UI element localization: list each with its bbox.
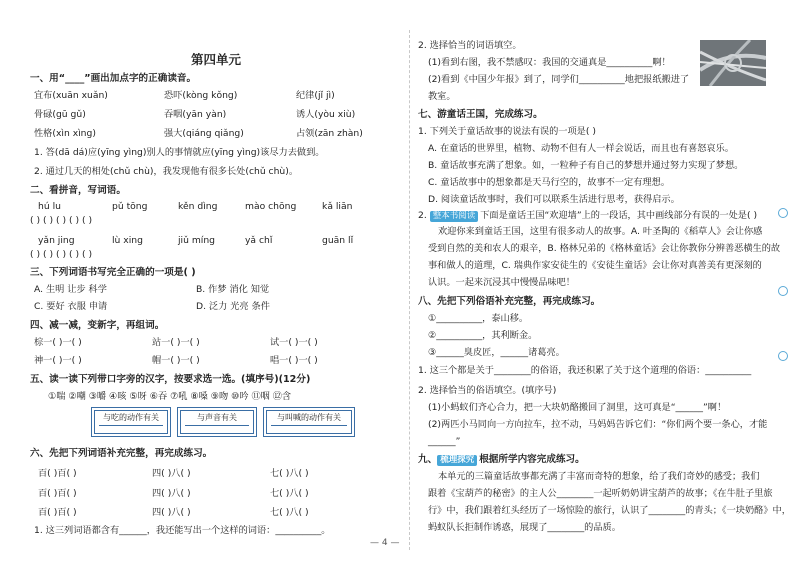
pinyin-10: guān lǐ bbox=[322, 235, 354, 246]
s7-question-1: 1. 下列关于童话故事的说法有误的一项是( ) bbox=[418, 126, 596, 137]
s3-option-c: C. 要好 衣服 申请 bbox=[34, 301, 108, 312]
s6-row2-a: 百( )百( ) bbox=[38, 488, 77, 499]
s1-row1-a: 宜布(xuān xuǎn) bbox=[34, 90, 108, 101]
s5-sort-boxes bbox=[94, 410, 352, 434]
pinyin-8: jiǔ míng bbox=[178, 235, 216, 246]
s1-row3-a: 性格(xìn xìng) bbox=[34, 128, 96, 139]
margin-marker-icon bbox=[778, 286, 788, 296]
s6-question-1: 1. 这三列词语都含有______，我还能写出一个这样的词语：__________。 bbox=[34, 525, 331, 536]
sort-box-shouting[interactable]: 与叫喊的动作有关 bbox=[266, 410, 352, 434]
s7-question-2-text: 下面是童话王国“欢迎墙”上的一段话，其中画线部分有误的一处是( ) bbox=[480, 210, 758, 221]
section-7-heading: 七、游童话王国，完成练习。 bbox=[418, 109, 543, 120]
sort-box-sound[interactable]: 与声音有关 bbox=[180, 410, 254, 434]
section-5-heading: 五、读一读下列带口字旁的汉字，按要求选一选。(填序号)(12分) bbox=[30, 374, 311, 385]
pinyin-3: kěn dìng bbox=[178, 201, 218, 212]
page-number: — 4 — bbox=[370, 538, 400, 548]
pinyin-5: kǎ liān bbox=[322, 201, 353, 212]
s9-para-line-3: 行》中，我们跟着红头经历了一场惊险的旅行，认识了________的青头；《一块奶酪》中， bbox=[428, 505, 791, 516]
s6-row1-b: 四( )八( ) bbox=[152, 468, 191, 479]
pinyin-9: yǎ chǐ bbox=[245, 235, 273, 246]
section-4-heading: 四、减一减，变新字，再组词。 bbox=[30, 320, 165, 331]
pinyin-2: pǔ tōng bbox=[112, 201, 148, 212]
s1-question-2: 2. 通过几天的相处(chǔ chù)，我发现他有很多长处(chǔ chù)。 bbox=[34, 166, 299, 177]
s8-question-2-1: (1)小蚂蚁们齐心合力，把一大块奶酪搬回了洞里，这可真是“______”啊！ bbox=[428, 402, 727, 413]
s7-para-line-4: 认识。一起来沉浸其中慢慢品味吧！ bbox=[428, 277, 575, 288]
s1-row3-c: 占领(zān zhàn) bbox=[296, 128, 363, 139]
s3-option-d: D. 泛力 光亮 条件 bbox=[196, 301, 270, 312]
section-3-heading: 三、下列词语书写完全正确的一项是( ) bbox=[30, 267, 196, 278]
s7-option-c: C. 童话故事中的想象都是天马行空的，故事不一定有理想。 bbox=[428, 177, 670, 188]
s6-row3-a: 百( )百( ) bbox=[38, 507, 77, 518]
s7-option-b: B. 童话故事充满了想象。如，一粒种子有自己的梦想并通过努力实现了梦想。 bbox=[428, 160, 744, 171]
s9-para-line-1: 本单元的三篇童话故事都充满了丰富而奇特的想象，给了我们奇妙的感受；我们 bbox=[438, 471, 760, 482]
s6-row2-c: 七( )八( ) bbox=[270, 488, 309, 499]
s1-question-1: 1. 答(dā dá)应(yīng yìng)别人的事情就应(yīng yìng)该尽力去做到。 bbox=[34, 147, 325, 158]
s8-question-2-2: (2)两匹小马同向一方向拉车，拉不动，马妈妈告诉它们：“你们两个要一条心，才能 bbox=[428, 419, 768, 430]
section-8-heading: 八、先把下列俗语补充完整，再完成练习。 bbox=[418, 296, 601, 307]
s4-row2-a: 神一( )一( ) bbox=[34, 355, 82, 366]
highway-interchange-image bbox=[700, 40, 766, 86]
pinyin-4: mào chōng bbox=[245, 201, 297, 212]
r-question-2: 2. 选择恰当的词语填空。 bbox=[418, 40, 522, 51]
s4-row1-a: 棕一( )一( ) bbox=[34, 337, 82, 348]
s7-para-line-1: 欢迎你来到童话王国，这里有很多动人的故事。A. 叶圣陶的《稻草人》会让你感 bbox=[438, 226, 763, 237]
s7-option-d: D. 阅读童话故事时，我们可以联系生活进行思考，获得启示。 bbox=[428, 194, 680, 205]
s6-row3-c: 七( )八( ) bbox=[270, 507, 309, 518]
column-divider bbox=[409, 30, 410, 550]
pinyin-6: yǎn jing bbox=[38, 235, 75, 246]
sort-explore-tag: 梳理探究 bbox=[437, 455, 477, 466]
pinyin-7: lù xing bbox=[112, 235, 143, 246]
s3-option-a: A. 生明 让步 科学 bbox=[34, 284, 107, 295]
s3-option-b: B. 作梦 消化 知觉 bbox=[196, 284, 270, 295]
s4-row1-c: 试一( )一( ) bbox=[270, 337, 318, 348]
s7-option-a: A. 在童话的世界里，植物、动物不但有人一样会说话，而且也有喜怒哀乐。 bbox=[428, 143, 734, 154]
s7-question-2: 2. 整本书阅读 下面是童话王国“欢迎墙”上的一段话，其中画线部分有误的一处是( ) bbox=[418, 210, 758, 221]
s5-characters: ①喘 ②嘲 ③嚼 ④咳 ⑤呀 ⑥吞 ⑦吼 ⑧嗓 ⑨吻 ⑩吟 ⑪咽 ⑫含 bbox=[48, 391, 292, 402]
answer-row-1[interactable]: ( ) ( ) ( ) ( ) ( ) bbox=[30, 215, 93, 226]
r-question-2-2-cont: 教室。 bbox=[428, 91, 456, 102]
section-1-heading: 一、用“____”画出加点字的正确读音。 bbox=[30, 73, 197, 84]
s1-row2-b: 吞咽(yān yàn) bbox=[164, 109, 227, 120]
s4-row2-c: 唱一( )一( ) bbox=[270, 355, 318, 366]
r-question-2-1: (1)看到右图，我不禁感叹：我国的交通真是__________啊！ bbox=[428, 57, 671, 68]
section-2-heading: 二、看拼音，写词语。 bbox=[30, 185, 126, 196]
s7-para-line-2: 受到自然的美和农人的艰辛，B. 格林兄弟的《格林童话》会让你教你分辨善恶横生的故 bbox=[428, 243, 781, 254]
s8-question-2: 2. 选择恰当的俗语填空。(填序号) bbox=[418, 385, 557, 396]
s6-row1-a: 百( )百( ) bbox=[38, 468, 77, 479]
s1-row2-c: 诱人(yòu xiù) bbox=[296, 109, 356, 120]
whole-book-reading-tag: 整本书阅读 bbox=[430, 211, 479, 222]
s9-para-line-2: 跟着《宝葫芦的秘密》的主人公________一起听奶奶讲宝葫芦的故事；《在牛肚子里旅 bbox=[428, 488, 773, 499]
s6-row3-b: 四( )八( ) bbox=[152, 507, 191, 518]
s6-row2-b: 四( )八( ) bbox=[152, 488, 191, 499]
sort-box-eating[interactable]: 与吃的动作有关 bbox=[94, 410, 168, 434]
pinyin-1: hú lu bbox=[38, 201, 61, 212]
s8-line-3: ③______臭皮匠，______诸葛亮。 bbox=[428, 347, 565, 358]
margin-marker-icon bbox=[778, 351, 788, 361]
answer-row-2[interactable]: ( ) ( ) ( ) ( ) ( ) bbox=[30, 249, 93, 260]
s8-question-1: 1. 这三个都是关于________的俗语，我还积累了关于这个道理的俗语：__________ bbox=[418, 365, 752, 376]
s4-row1-b: 站一( )一( ) bbox=[152, 337, 200, 348]
s4-row2-b: 帽一( )一( ) bbox=[152, 355, 200, 366]
s1-row1-c: 纪律(jǐ jì) bbox=[296, 90, 335, 101]
section-9-heading: 九、 梳理探究 根据所学内容完成练习。 bbox=[418, 454, 585, 465]
margin-marker-icon bbox=[778, 208, 788, 218]
s6-row1-c: 七( )八( ) bbox=[270, 468, 309, 479]
r-question-2-2: (2)看到《中国少年报》到了，同学们__________地把报纸搬进了 bbox=[428, 74, 690, 85]
s1-row1-b: 恐吓(kòng kǒng) bbox=[164, 90, 238, 101]
unit-title: 第四单元 bbox=[190, 52, 241, 67]
s8-line-2: ②__________，其利断金。 bbox=[428, 330, 538, 341]
s9-para-line-4: 蚂蚁队长拒制作诱惑，展现了________的品质。 bbox=[428, 522, 621, 533]
s7-para-line-3: 事和做人的道理，C. 瑞典作家安徒生的《安徒生童话》会让你对真善美有更深刻的 bbox=[428, 260, 762, 271]
section-6-heading: 六、先把下列词语补充完整，再完成练习。 bbox=[30, 448, 213, 459]
s1-row3-b: 强大(qiáng qiǎng) bbox=[164, 128, 244, 139]
s1-row2-a: 骨碌(gū gǔ) bbox=[34, 109, 86, 120]
s8-line-1: ①__________，泰山移。 bbox=[428, 313, 529, 324]
s8-question-2-2-cont: ______” bbox=[428, 436, 461, 447]
